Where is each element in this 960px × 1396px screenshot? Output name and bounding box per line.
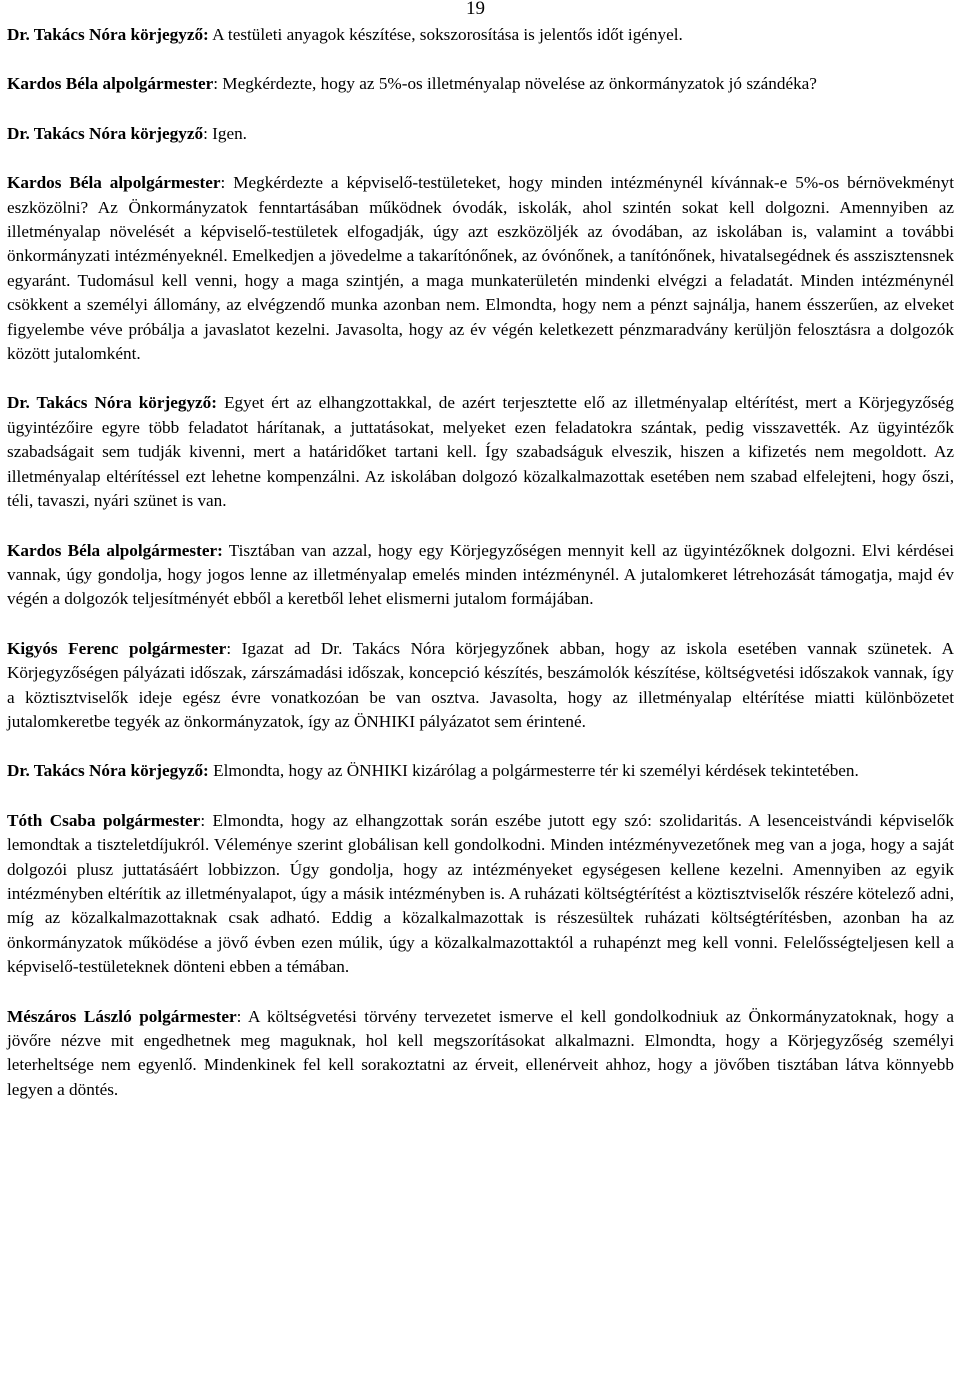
speaker-name: Kardos Béla alpolgármester [7,173,221,193]
paragraph-text: Tisztában van azzal, hogy egy Körjegyzőségen mennyit kell az ügyintézőknek dolgozni. Elvi kérdései vannak, úgy gondolja, hogy jogos lenne az illetményalap emelés minden intézménynél. A jutalomkeret létrehozását támogatja, majd év végén a dolgozók teljesítményét ebből a keretből lehet elismerni jutalom formájában. [7,540,954,609]
minutes-body [7,23,954,1102]
paragraph-kardos-3 [7,539,954,612]
paragraph-takacs-4 [7,759,954,783]
paragraph-text: Igen. [212,123,247,143]
speaker-name: Kardos Béla alpolgármester: [7,540,223,560]
paragraph-text: Elmondta, hogy az ÖNHIKI kizárólag a polgármesterre tér ki személyi kérdések tekintetében. [213,761,859,781]
speaker-separator: : [200,810,213,830]
speaker-name: Dr. Takács Nóra körjegyző: [7,25,209,44]
paragraph-text: Elmondta, hogy az elhangzottak során eszébe jutott egy szó: szolidaritás. A lesenceistvándi képviselők lemondtak a tiszteletdíjukról. Véleménye szerint globálisan kell gondolkodni. Minden intézményvezetőnek meg van a joga, hogy a saját dolgozói plusz juttatásáért lobbizzon. Úgy gondolja, hogy az intézményeket egységesen kellene kezelni. Amennyiben az egyik intézményben eltérítik az illetményalapot, úgy a másik intézményben is. A ruházati költségtérítést a köztisztviselők részére kötelező adni, míg az közalkalmazottaknak csak adható. Eddig a közalkalmazottak is részesültek ruházati költségtérítésben, azonban ha az önkormányzatok működése a jövő évben ezen múlik, úgy a közalkalmazottaktól a ruhapénzt meg kell vonni. Felelősségteljesen kell a képviselő-testületeknek dönteni ebben a témában. [7,810,954,977]
paragraph-text: A testületi anyagok készítése, sokszorosítása is jelentős időt igényel. [212,25,683,44]
speaker-name: Dr. Takács Nóra körjegyző: [7,393,218,413]
speaker-name: Dr. Takács Nóra körjegyző [7,123,204,143]
paragraph-takacs-2 [7,122,954,146]
speaker-separator: : [220,173,234,193]
page-number: 19 [466,0,485,19]
paragraph-kardos-2 [7,171,954,366]
paragraph-toth-1 [7,809,954,980]
speaker-name: Mészáros László polgármester [7,1006,237,1026]
paragraph-text: Megkérdezte, hogy az 5%-os illetményalap növelése az önkormányzatok jó szándéka? [222,74,817,94]
paragraph-meszaros-1 [7,1005,954,1103]
speaker-separator: : [226,638,242,658]
paragraph-text: Igazat ad Dr. Takács Nóra körjegyzőnek abban, hogy az iskola esetében vannak szünetek. A Körjegyzőségen pályázati időszak, zárszámadási időszak, koncepció készítés, beszámolók készítése, költségvetési időszakok vannak, így a köztisztviselők ideje egész évre vonatkozóan be van osztva. Javasolta, hogy az illetményalap eltérítése miatti különbözetet jutalomkeretbe tegyék az önkormányzatok, így az ÖNHIKI pályázatot sem érintené. [7,638,954,731]
paragraph-text: A költségvetési törvény tervezetet ismerve el kell gondolkodniuk az Önkormányzatoknak, hogy a jövőre nézve mit engedhetnek meg maguknak, hol kell megszorításokat alkalmazni. Elmondta, hogy a Körjegyzőség személyi leterheltsége nem egyenlő. Mindenkinek fel kell sorakoztatni az érveit, ellenérveit ahhoz, hogy a jövőben tisztában látva könnyebb legyen a döntés. [7,1006,955,1099]
speaker-name: Tóth Csaba polgármester [7,810,201,830]
speaker-separator: : [236,1006,248,1026]
paragraph-takacs-3 [7,391,954,513]
paragraph-text: Megkérdezte a képviselő-testületeket, hogy minden intézménynél kívánnak-e 5%-os bérnövekményt eszközölni? Az Önkormányzatok fenntartásában működnek óvodák, iskolák, ahol szintén sokat kell dolgozni. Amennyiben az illetményalap növelését a képviselő-testületek elfogadják, úgy azt eszközöljék az óvodában, az iskolában is, valamint a további önkormányzati intézményeknél. Emelkedjen a jövedelme a takarítónőnek, az óvónőnek, a tanítónőnek, hivatalsegédnek és asszisztensnek egyaránt. Tudomásul kell venni, hogy a maga szintjén, a maga munkaterületén mindenki elvégzi a feladatát. Minden intézménynél csökkent a személyi állomány, az elvégzendő munka azonban nem. Elmondta, hogy nem a pénzt sajnálja, hanem ésszerűen, az elveket figyelembe véve próbálja a javaslatot kezelni. Javasolta, hogy az év végén keletkezett pénzmaradvány kerüljön felosztásra a dolgozók között jutalomként. [7,173,955,364]
paragraph-kigyos-1 [7,637,954,735]
paragraph-kardos-1 [7,72,954,96]
paragraph-takacs-1 [7,23,954,47]
speaker-name: Kigyós Ferenc polgármester [7,638,227,658]
speaker-separator: : [213,74,223,94]
speaker-separator [217,393,224,412]
paragraph-text: Egyet ért az elhangzottakkal, de azért terjesztette elő az illetményalap eltérítést, mert a Körjegyzőség ügyintézőire egyre több feladatot hárítanak, a juttatásokat, melyeket ezen feladatokra szántak, pedig visszavették. Az ügyintézők szabadságait sem tudják kivenni, mert a határidőket tartani kell. Így szabadságuk elveszik, hiszen a kifizetés nem megoldott. Az illetményalap eltérítéssel ezt lehetne kompenzálni. Az iskolában dolgozó közalkalmazottak esetében nem szabad elfelejteni, hogy őszi, téli, tavaszi, nyári szünet is van. [7,393,955,511]
speaker-separator: : [203,123,213,143]
speaker-name: Dr. Takács Nóra körjegyző: [7,761,209,781]
speaker-name: Kardos Béla alpolgármester [7,74,214,94]
